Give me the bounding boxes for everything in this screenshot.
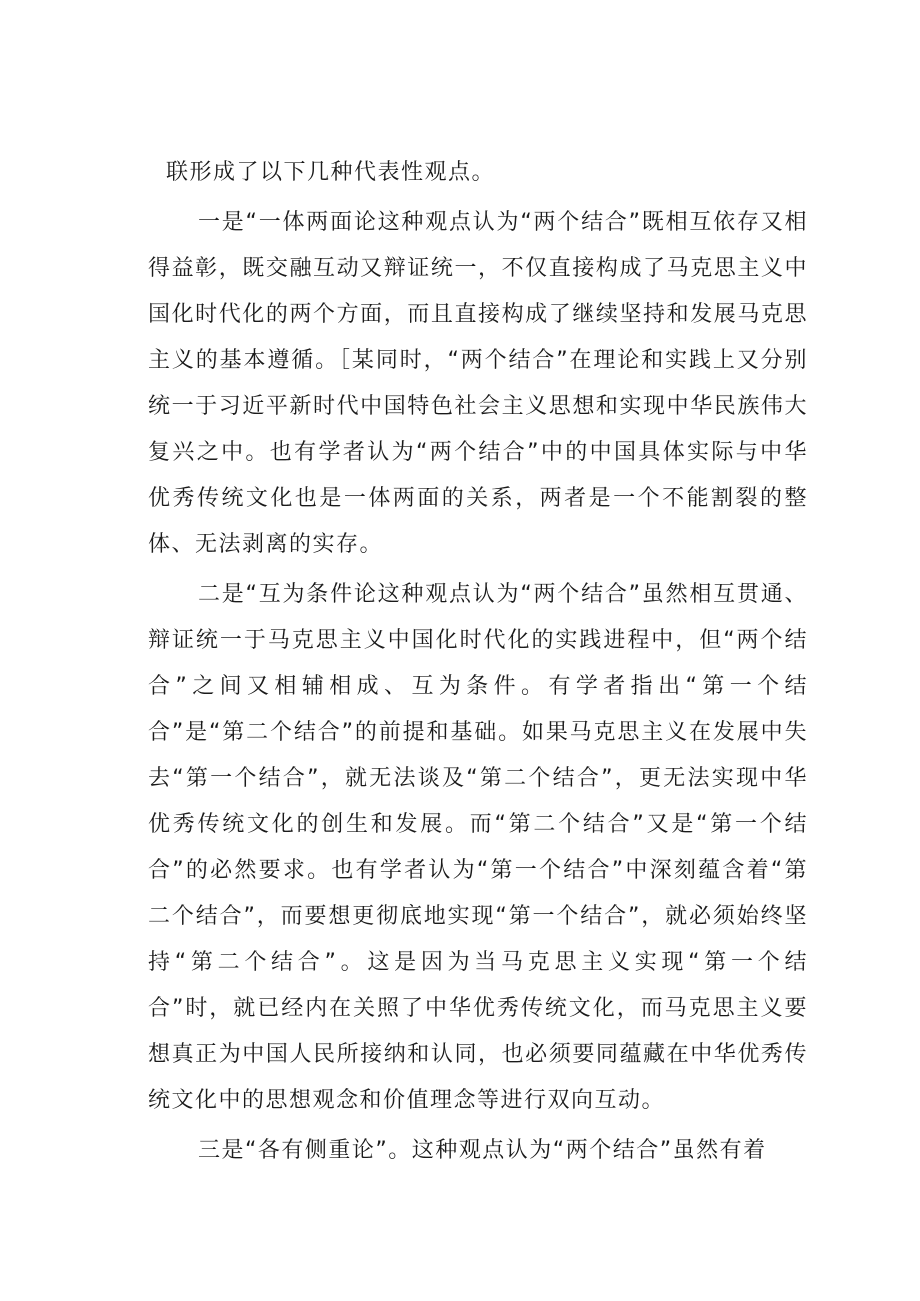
paragraph-continuation: 联形成了以下几种代表性观点。 <box>166 160 496 185</box>
paragraph-geyou-cezhong: 三是“各有侧重论”。这种观点认为“两个结合”虽然有着 <box>198 1138 767 1163</box>
paragraph-huwei-tiaojian: 二是“互为条件论这种观点认为“两个结合”虽然相互贯通、辩证统一于马克思主义中国化时代化的实践进程中，但“两个结合”之间又相辅相成、互为条件。有学者指出“第一个结合”是“第二个结合”的前提和基础。如果马克思主义在发展中失去“第一个结合”，就无法谈及“第二个结合”，更无法实现中华优秀传统文化的创生和发展。而“第二个结合”又是“第一个结合”的必然要求。也有学者认为“第一个结合”中深刻蕴含着“第二个结合”，而要想更彻底地实现“第一个结合”，就必须始终坚持“第二个结合”。这是因为当马克思主义实现“第一个结合”时，就已经内在关照了中华优秀传统文化，而马克思主义要想真正为中国人民所接纳和认同，也必须要同蕴藏在中华优秀传统文化中的思想观念和价值理念等进行双向互动。 <box>148 582 808 1113</box>
document-body <box>148 150 808 1178</box>
paragraph-yiti-liangmian: 一是“一体两面论这种观点认为“两个结合”既相互依存又相得益彰，既交融互动又辩证统一，不仅直接构成了马克思主义中国化时代化的两个方面，而且直接构成了继续坚持和发展马克思主义的基本遵循。［某同时，“两个结合”在理论和实践上又分别统一于习近平新时代中国特色社会主义思想和实现中华民族伟大复兴之中。也有学者认为“两个结合”中的中国具体实际与中华优秀传统文化也是一体两面的关系，两者是一个不能割裂的整体、无法剥离的实存。 <box>148 210 808 557</box>
